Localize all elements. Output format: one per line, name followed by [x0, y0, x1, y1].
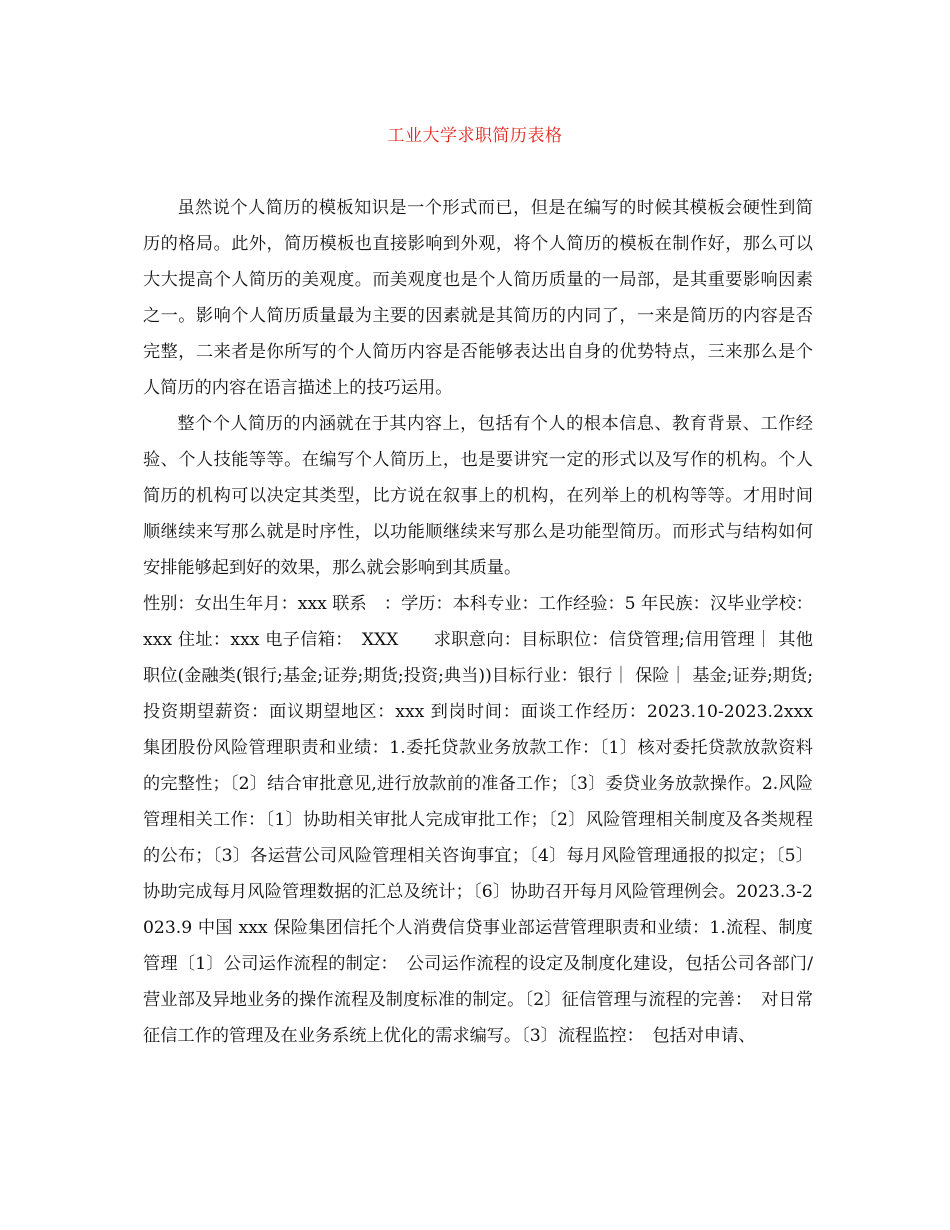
document-body	[143, 190, 813, 1054]
paragraph-structure: 整个个人简历的内涵就在于其内容上，包括有个人的根本信息、教育背景、工作经验、个人技能等等。在编写个人简历上，也是要讲究一定的形式以及写作的机构。个人简历的机构可以决定其类型，比方说在叙事上的机构，在列举上的机构等等。才用时间顺继续来写那么就是时序性，以功能顺继续来写那么是功能型简历。而形式与结构如何安排能够起到好的效果，那么就会影响到其质量。	[143, 414, 813, 578]
paragraph-intro: 虽然说个人简历的模板知识是一个形式而已，但是在编写的时候其模板会硬性到简历的格局。此外，简历模板也直接影响到外观，将个人简历的模板在制作好，那么可以大大提高个人简历的美观度。而美观度也是个人简历质量的一局部，是其重要影响因素之一。影响个人简历质量最为主要的因素就是其简历的内同了，一来是简历的内容是否完整，二来者是你所写的个人简历内容是否能够表达出自身的优势特点，三来那么是个人简历的内容在语言描述上的技巧运用。	[143, 198, 813, 398]
document-title: 工业大学求职简历表格	[387, 126, 563, 146]
paragraph-resume-details: 性别：女出生年月：xxx 联系 ：学历：本科专业：工作经验：5 年民族：汉毕业学校：xxx 住址：xxx 电子信箱： XXX 求职意向：目标职位：信贷管理;信用管理｜ 其他职位(金融类(银行;基金;证券;期货;投资;典当))目标行业：银行｜ 保险｜ 基金;证券;期货;投资期望薪资：面议期望地区：xxx 到岗时间：面谈工作经历：2023.10-2023.2xxx 集团股份风险管理职责和业绩：1.委托贷款业务放款工作：〔1〕核对委托贷款放款资料的完整性；〔2〕结合审批意见,进行放款前的准备工作；〔3〕委贷业务放款操作。2.风险管理相关工作：〔1〕协助相关审批人完成审批工作；〔2〕风险管理相关制度及各类规程的公布；〔3〕各运营公司风险管理相关咨询事宜；〔4〕每月风险管理通报的拟定；〔5〕协助完成每月风险管理数据的汇总及统计；〔6〕协助召开每月风险管理例会。2023.3-2023.9 中国 xxx 保险集团信托个人消费信贷事业部运营管理职责和业绩：1.流程、制度管理〔1〕公司运作流程的制定： 公司运作流程的设定及制度化建设，包括公司各部门/营业部及异地业务的操作流程及制度标准的制定。〔2〕征信管理与流程的完善： 对日常征信工作的管理及在业务系统上优化的需求编写。〔3〕流程监控： 包括对申请、	[143, 594, 813, 1046]
